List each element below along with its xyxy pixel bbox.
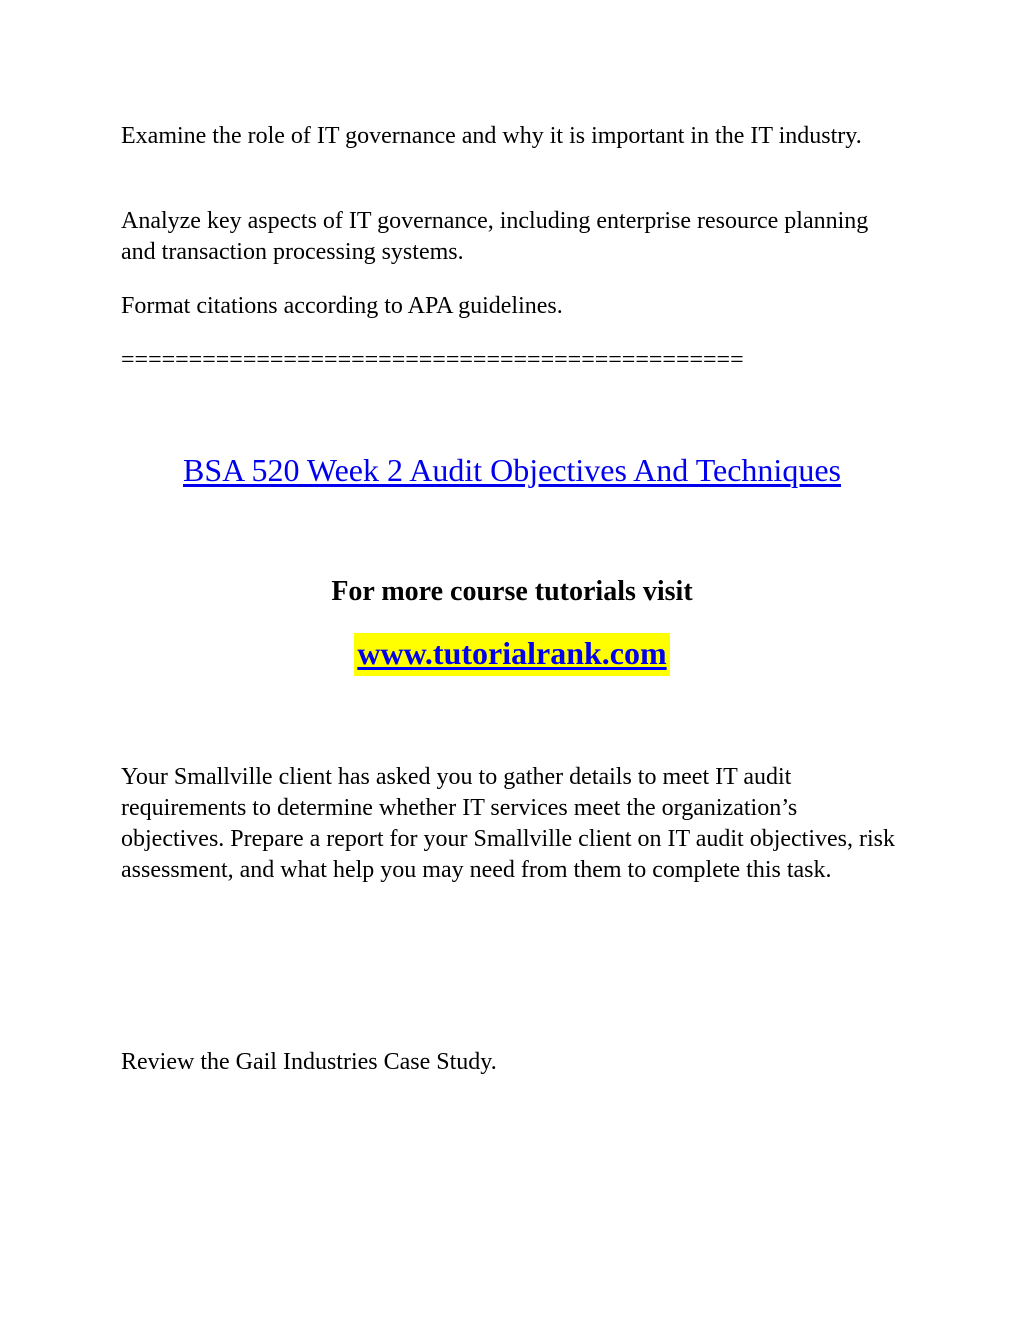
paragraph-case-study: Review the Gail Industries Case Study. bbox=[121, 1049, 497, 1075]
course-link-container bbox=[0, 452, 1024, 489]
paragraph-apa-format: Format citations according to APA guidelines. bbox=[121, 293, 563, 319]
course-title-link[interactable]: BSA 520 Week 2 Audit Objectives And Techniques bbox=[183, 452, 841, 488]
site-link-container bbox=[0, 633, 1024, 676]
visit-heading: For more course tutorials visit bbox=[331, 576, 693, 607]
paragraph-it-governance-role: Examine the role of IT governance and why it is important in the IT industry. bbox=[121, 123, 862, 149]
paragraph-assignment-description: Your Smallville client has asked you to gather details to meet IT audit requirements to determine whether IT services meet the organization’s objectives. Prepare a report for your Smallville client on IT audit objectives, risk assessment, and what help you may need from them to complete this task. bbox=[121, 764, 895, 883]
website-link[interactable]: www.tutorialrank.com bbox=[354, 633, 669, 676]
paragraph-it-governance-aspects: Analyze key aspects of IT governance, including enterprise resource planning and transaction processing systems. bbox=[121, 208, 869, 265]
divider-line: ============================================== bbox=[121, 347, 744, 373]
